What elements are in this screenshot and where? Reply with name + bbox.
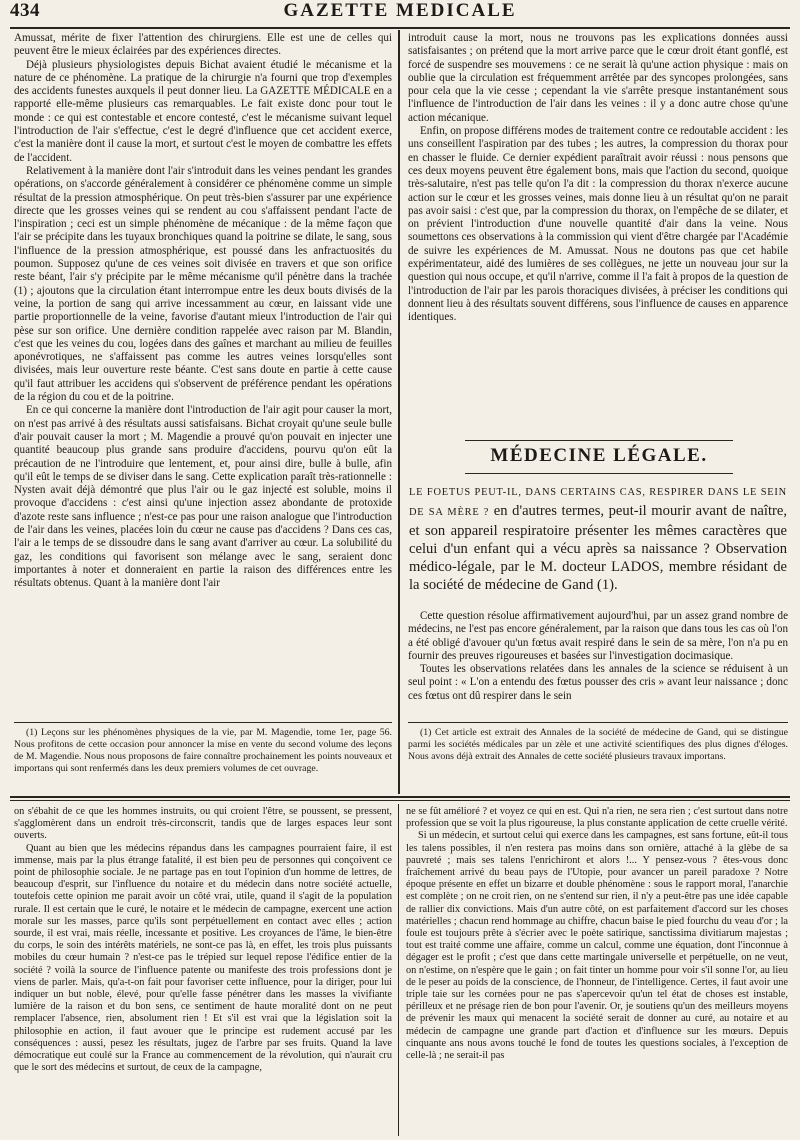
page-number: 434 — [10, 0, 40, 21]
footnote-text: (1) Leçons sur les phénomènes physiques de la vie, par M. Magendie, tome 1er, page 56. Nous profitons de cette occasion pour annoncer la mise en vente du second volume des leçons de M. Magendie. Nous nous proposons de faire connaître prochainement les points nouveaux et importans qui sont renfermés dans les deux premiers volumes de cet ouvrage. — [14, 727, 392, 774]
masthead-title: GAZETTE MEDICALE — [283, 0, 517, 21]
article-body — [408, 610, 788, 718]
paragraph: En ce qui concerne la manière dont l'introduction de l'air agit pour causer la mort, on n'est pas arrivé à des résultats aussi satisfaisans. Bichat croyait qu'une seule bulle d'air pouvait causer la mort ; M. Magendie a prouvé qu'on pouvait en injecter une quantité beaucoup plus grande sans produire d'accidens, pourvu qu'on eût la précaution de ne l'introduire que lentement, et, pour ainsi dire, bulle à bulle, afin qu'il eût le temps de se diviser dans le sang. Cette explication paraît très-rationnelle : Nysten avait déjà démontré que plus l'air ou le gaz injecté est soluble, moins il provoque d'accidens : c'est ainsi qu'une injection assez abondante de protoxide d'azote reste sans influence ; n'est-ce pas pour une raison analogue que l'introduction de l'air dans les veines, placées loin du cœur ne cause pas d'accidens ? Dans ces cas, l'air a le temps de se dissoudre dans le sang avant d'arriver au cœur. La solubilité du gaz, les conditions qui favorisent son mélange avec le sang, seraient donc importantes à noter et donneraient en partie la raison des différences entre les résultats obtenus. Quant à la manière dont l'air — [14, 404, 392, 590]
header-rule — [10, 27, 790, 29]
paragraph: Toutes les observations relatées dans les annales de la science se réduisent à un seul point : « L'on a entendu des fœtus pousser des cris » avant leur naissance ; donc ces fœtus ont dû respirer dans le sein — [408, 663, 788, 702]
paragraph: introduit cause la mort, nous ne trouvons pas les explications données aussi satisfaisantes ; on prétend que la mort arrive parce que le cœur droit étant gonflé, est forcé de suspendre ses mouvemens : ce ne serait là qu'une action physique : mais on oublie que la circulation est fréquemment arrêtée par des syncopes prolongées, sans pour cela que la vie cesse ; cependant la vie s'arrête presque instantanément sous l'influence de l'introduction de l'air dans les veines : il y a donc autre chose qu'une action mécanique. — [408, 32, 788, 124]
bottom-left-column — [14, 806, 392, 1134]
section-separator-thin — [10, 800, 790, 801]
heading-rule — [465, 440, 733, 441]
paragraph: Si un médecin, et surtout celui qui exerce dans les campagnes, est sans fortune, eût-il tous les talens possibles, il n'en restera pas moins dans son ornière, attaché à la glèbe de sa pauvreté ; mais ses talens l'enrichiront et alors !... Y pensez-vous ? êtes-vous donc fraîchement arrivé du beau pays de l'Utopie, pour avancer un pareil paradoxe ? Notre époque présente en effet un bizarre et double phénomène : sous le rapport moral, l'anarchie est complète ; on ne croit rien, on ne s'entend sur rien, il n'y a peut-être pas une idée capable de rallier dix convictions. Mais d'un autre côté, on est parfaitement d'accord sur les choses matérielles ; chacun rend hommage au chiffre, chacun baise le pied fourchu du veau d'or ; la foule est toujours prête à s'écrier avec le poète satirique, sanctissima divitiarum majestas ; tout est traité comme une affaire, comme un calcul, comme une équation, dont l'inconnue à dégager est le profit ; c'est que dans cette martingale universelle et perpétuelle, on ne veut, on n'estime, on n'espère que le gain ; on fait tinter un homme pour voir s'il sonne l'or, au lieu de le peser au poids de la conscience, de l'honneur, de l'intelligence. Certes, il faut avoir une triple taie sur les cornées pour ne pas s'apercevoir qu'un tel état de choses est instable, périlleux et ne présage rien de bon pour l'avenir. Or, je soutiens qu'un des meilleurs moyens de prévenir les maux qui menacent la société serait de donner au curé, au notaire et au médecin de campagne une grande part d'action et d'influence sur les mœurs. Depuis cinquante ans nous avons touché le fond de toutes les questions sociales, à l'exception de celle-là ; ne serait-il pas — [406, 830, 788, 1062]
paragraph: on s'ébahit de ce que les hommes instruits, ou qui croient l'être, se poussent, se pressent, s'agglomèrent dans un endroit très-circonscrit, tandis que de larges espaces leur sont ouverts. — [14, 806, 392, 842]
section-heading-box — [405, 437, 793, 477]
top-right-column — [408, 32, 788, 432]
article-title-rest: en d'autres termes, peut-il mourir avant de naître, et son appareil respiratoire présenter les mêmes caractères que celui d'un enfant qui a vécu après sa naissance ? Observation médico-légale, par le M. docteur LADOS, membre résidant de la société de médecine de Gand (1). — [409, 503, 787, 593]
paragraph: Cette question résolue affirmativement aujourd'hui, par un assez grand nombre de médecins, ne l'est pas encore généralement, par la raison que dans tous les cas où l'on a été obligé d'avouer qu'un fœtus avait respiré dans le sein de sa mère, l'on n'a pu en fournir des preuves rigoureuses et basées sur l'investigation docimasique. — [408, 610, 788, 662]
column-separator — [398, 804, 399, 1136]
top-left-footnote — [14, 727, 392, 793]
article-title-caps: LE FOETUS PEUT-IL, DANS CERTAINS CAS, RESPIRER DANS LE SEIN DE SA MÈRE ? — [409, 487, 787, 518]
paragraph: Amussat, mérite de fixer l'attention des chirurgiens. Elle est une de celles qui peuvent être le mieux éclairées par des expériences directes. — [14, 32, 392, 58]
footnote-rule — [14, 722, 392, 723]
heading-rule — [465, 473, 733, 474]
paragraph: ne se fût amélioré ? et voyez ce qui en est. Qui n'a rien, ne sera rien ; c'est surtout dans notre profession que se voit la plus rigoureuse, la plus constante application de cette cruelle vérité. — [406, 806, 788, 830]
paragraph: Enfin, on propose différens modes de traitement contre ce redoutable accident : les uns conseillent l'aspiration par des tubes ; les autres, la compression du thorax pour en chasser le fluide. Ce dernier expédient paraîtrait avoir réussi : nous pensons que ces deux moyens peuvent être également bons, mais que l'action du second, quoique très-salutaire, n'est pas telle qu'on l'a dit : la compression du thorax n'exerce aucune action sur le cœur et les grosses veines, mais donne lieu à un résultat qu'on ne parait pas avoir saisi : c'est que, par la compression du thorax, on l'empêche de se dilater, et on prévient l'introduction d'une nouvelle quantité d'air dans la veine. Nous soumettons ces observations à la commission qui vient d'être chargée par l'Académie de suivre les expériences de M. Amussat. Nous ne doutons pas que cet habile expérimentateur, aidé des lumières de ses collègues, ne jette un nouveau jour sur la question qui nous occupe, et qu'il n'arrive, comme il l'a fait à propos de la question de l'introduction de l'air par les parois thoraciques divisées, à préciser les conditions qui donnent lieu à des résultats souvent différens, sous l'influence de causes en apparence identiques. — [408, 125, 788, 324]
footnote-text: (1) Cet article est extrait des Annales de la société de médecine de Gand, qui se distingue parmi les sociétés médicales par un zèle et une activité scientifiques des plus dignes d'éloges. Nous avons déjà extrait des Annales de cette société plusieurs travaux importans. — [408, 727, 788, 762]
bottom-right-column — [406, 806, 788, 1134]
footnote-rule — [408, 722, 788, 723]
paragraph: Relativement à la manière dont l'air s'introduit dans les veines pendant les grandes opérations, on s'accorde généralement à considérer ce phénomène comme un simple résultat de la pression atmosphérique. On peut très-bien s'assurer par une expérience directe que les grosses veines qui se rendent au cou s'affaissent pendant l'acte de l'inspiration ; ceci est un simple phénomène de mécanique : de la même façon que l'air se précipite dans les tuyaux bronchiques quand la poitrine se dilate, le sang, sous l'influence de la pression atmosphérique, est poussé dans les anfractuosités du poumon. Supposez qu'une de ces veines soit divisée en travers et que son orifice reste béant, l'air s'y précipite par le même mécanisme qu'il pénètre dans la trachée (1) ; ajoutons que la circulation étant interrompue entre les deux bouts divisés de la veine, la portion de sang qui arrive incessamment au cœur, en laissant vide une partie proportionnelle de la veine, favorise d'autant mieux l'introduction de l'air qui pèse sur son orifice. Une dernière condition rappelée avec raison par M. Blandin, c'est que les veines du cou, logées dans des gaînes et marchant au milieu de feuilles aponévrotiques, ne s'affaissent pas comme les autres veines lorsqu'elles sont divisées, mais leur ouverture reste béante. C'est sans doute en partie à cette cause qu'il faut attribuer les accidens qui s'observent de préférence pendant les opérations de la région du cou et de la poitrine. — [14, 164, 392, 404]
page-header — [10, 0, 790, 26]
article-title — [409, 482, 787, 604]
top-right-footnote — [408, 727, 788, 793]
column-separator — [398, 30, 400, 794]
section-heading: MÉDECINE LÉGALE. — [490, 445, 708, 466]
section-separator — [10, 796, 790, 798]
top-left-column — [14, 32, 392, 716]
paragraph: Quant au bien que les médecins répandus dans les campagnes pourraient faire, il est immense, mais par la plus étrange fatalité, il est bien peu de personnes qui conçoivent ce point de philosophie sociale. Je ne partage pas en tout l'opinion d'un homme de lettres, de beaucoup d'esprit, sur l'influence du notaire et du médecin dans notre société actuelle, toutefois cette opinion me parait avoir un côté vrai, utile, quand il s'agit de la population rurale. Il est certain que le curé, le notaire et le médecin de campagne, exercent une action morale sur les masses, parce qu'ils sont perpétuellement en contact avec elles ; action sourde, il est vrai, mais réelle, incessante et positive. Les croyances de l'âme, le bien-être du corps, le soin des intérêts matériels, ne sont-ce pas là, en effet, les trois plus puissants mobiles du cœur humain ? n'est-ce pas le trépied sur lequel repose l'édifice entier de la société ? voilà la source de l'influence patente ou manifeste des trois professions dont je viens de parler. Mais, qu'a-t-on fait pour favoriser cette influence, pour la diriger, pour lui indiquer un but noble, élevé, pour qu'elle fasse pénétrer dans les masses la vivifiante lumière de la raison et du bon sens, ce sentiment de haute moralité dont on ne peut remplacer l'absence, rien, absolument rien ! Et s'il est vrai que la législation soit la philosophie en action, il faut avouer que le principe est rudement accusé par les conséquences : aussi, pesez les résultats, jugez de l'arbre par ses fruits. Quand la lave démocratique eut coulé sur la France au commencement de la révolution, qui n'aurait cru que le sort des médecins et surtout, de ceux de la campagne, — [14, 842, 392, 1074]
paragraph: Déjà plusieurs physiologistes depuis Bichat avaient étudié le mécanisme et la nature de ce phénomène. La pratique de la chirurgie n'a fourni que trop d'exemples des accidents funestes auxquels il peut donner lieu. La GAZETTE MÉDICALE en a rapporté elle-même plusieurs cas remarquables. Le fait existe donc pour tout le monde : ce qui est contestable et encore contesté, c'est le mécanisme suivant lequel l'introduction de l'air s'effectue, c'est le degré d'influence que cet accident exerce, c'est la manière dont il cause la mort, et surtout c'est le moyen de combattre les effets de l'accident. — [14, 58, 392, 164]
